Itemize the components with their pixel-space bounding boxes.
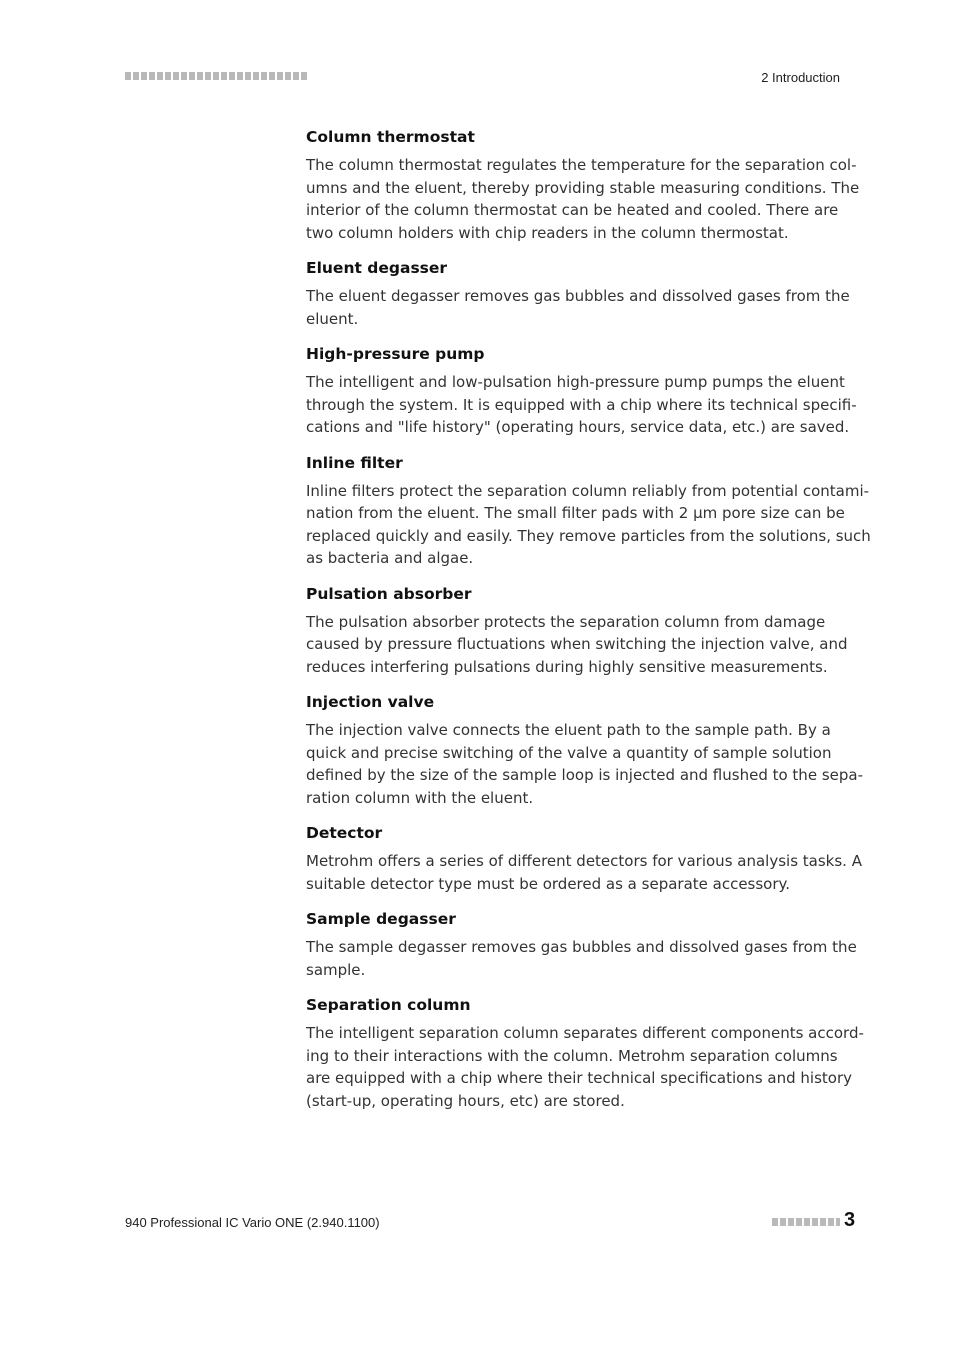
body-line: ration column with the eluent.	[306, 788, 534, 807]
body-line: quick and precise switching of the valve a quantity of sample solution	[306, 743, 832, 762]
section-heading: Pulsation absorber	[306, 584, 472, 603]
body-line: defined by the size of the sample loop is injected and flushed to the sepa-	[306, 766, 863, 784]
body-line: cations and "life history" (operating hours, service data, etc.) are saved.	[306, 418, 850, 436]
section-body	[306, 154, 860, 244]
running-footer-title: 940 Professional IC Vario ONE (2.940.1100)	[125, 1215, 380, 1230]
body-line: through the system. It is equipped with a chip where its technical specifi-	[306, 395, 857, 414]
body-line: The intelligent and low-pulsation high-pressure pump pumps the eluent	[306, 373, 845, 391]
body-line: nation from the eluent. The small filter pads with 2 µm pore size can be	[306, 504, 845, 522]
section-body	[306, 611, 846, 679]
body-line: Inline filters protect the separation column reliably from potential contami-	[306, 481, 870, 500]
page-number: 3	[844, 1209, 856, 1231]
section-heading: Inline filter	[306, 453, 403, 472]
section-body	[306, 850, 862, 895]
section-heading: Eluent degasser	[306, 259, 448, 277]
section-sample-degasser	[306, 908, 857, 981]
footer-decoration	[772, 1218, 840, 1226]
body-line: eluent.	[306, 309, 359, 328]
body-line: sample.	[306, 960, 366, 979]
section-eluent-degasser	[306, 257, 850, 330]
section-body	[306, 1022, 864, 1112]
section-detector	[306, 822, 862, 895]
running-header-chapter: 2 Introduction	[761, 70, 840, 85]
body-line: The sample degasser removes gas bubbles and dissolved gases from the	[306, 938, 857, 956]
body-line: The column thermostat regulates the temperature for the separation col-	[306, 156, 857, 174]
body-line: ing to their interactions with the column. Metrohm separation columns	[306, 1046, 838, 1065]
section-heading: Sample degasser	[306, 910, 456, 928]
body-line: The injection valve connects the eluent path to the sample path. By a	[306, 721, 831, 739]
body-line: caused by pressure fluctuations when switching the injection valve, and	[306, 635, 848, 653]
page-content	[306, 126, 871, 1125]
body-line: The intelligent separation column separates different components accord-	[306, 1024, 864, 1042]
section-heading: Injection valve	[306, 693, 435, 711]
body-line: replaced quickly and easily. They remove particles from the solutions, such	[306, 526, 871, 545]
body-line: Metrohm offers a series of different detectors for various analysis tasks. A	[306, 852, 862, 870]
body-line: umns and the eluent, thereby providing stable measuring conditions. The	[306, 178, 860, 197]
body-line: (start-up, operating hours, etc) are stored.	[306, 1091, 625, 1110]
section-heading: Detector	[306, 824, 383, 842]
section-heading: High-pressure pump	[306, 345, 485, 363]
section-body	[306, 285, 850, 330]
section-body	[306, 371, 857, 439]
body-line: The eluent degasser removes gas bubbles and dissolved gases from the	[306, 287, 850, 305]
body-line: reduces interfering pulsations during highly sensitive measurements.	[306, 657, 828, 676]
section-high-pressure-pump	[306, 343, 857, 439]
section-column-thermostat	[306, 126, 860, 244]
body-line: The pulsation absorber protects the separation column from damage	[306, 612, 826, 631]
section-injection-valve	[306, 691, 863, 809]
section-separation-column	[306, 994, 864, 1112]
section-inline-filter	[306, 452, 871, 570]
header-decoration	[125, 72, 307, 80]
body-line: suitable detector type must be ordered as a separate accessory.	[306, 874, 791, 893]
body-line: two column holders with chip readers in the column thermostat.	[306, 223, 789, 242]
body-line: are equipped with a chip where their technical specifications and history	[306, 1069, 853, 1087]
section-body	[306, 719, 863, 809]
section-body	[306, 480, 871, 570]
section-pulsation-absorber	[306, 583, 846, 679]
section-heading: Column thermostat	[306, 128, 475, 146]
section-heading: Separation column	[306, 996, 471, 1014]
section-body	[306, 936, 857, 981]
body-line: as bacteria and algae.	[306, 549, 474, 567]
body-line: interior of the column thermostat can be heated and cooled. There are	[306, 201, 839, 219]
